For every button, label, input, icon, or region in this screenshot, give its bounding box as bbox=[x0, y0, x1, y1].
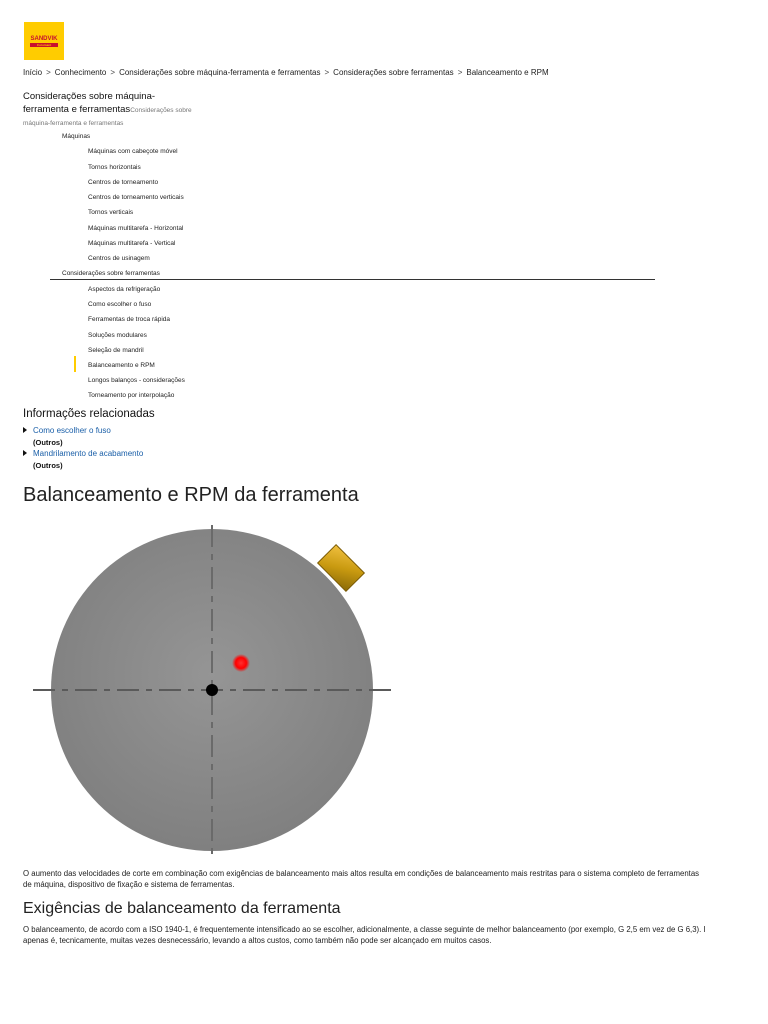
nav-item-active[interactable]: Balanceamento e RPM bbox=[88, 362, 155, 369]
nav-item[interactable]: Tornos verticais bbox=[88, 209, 134, 216]
nav-item[interactable]: Ferramentas de troca rápida bbox=[88, 316, 171, 323]
sidebar-title[interactable]: Considerações sobre máquina- ferramenta e ferramentasConsiderações sobre máquina-ferramenta e ferramentas bbox=[23, 90, 223, 130]
related-link[interactable]: Mandrilamento de acabamento bbox=[33, 449, 144, 458]
related-item bbox=[23, 449, 143, 458]
related-category: (Outros) bbox=[33, 438, 63, 447]
nav-item[interactable]: Torneamento por interpolação bbox=[88, 392, 175, 399]
breadcrumb-item[interactable]: Considerações sobre máquina-ferramenta e ferramentas bbox=[119, 68, 321, 77]
nav-item[interactable]: Seleção de mandril bbox=[88, 347, 144, 354]
nav-item[interactable]: Máquinas com cabeçote móvel bbox=[88, 148, 178, 155]
nav-item[interactable]: Aspectos da refrigeração bbox=[88, 286, 161, 293]
breadcrumb-item-current[interactable]: Balanceamento e RPM bbox=[466, 68, 549, 77]
related-heading: Informações relacionadas bbox=[23, 408, 155, 420]
active-indicator bbox=[74, 356, 76, 372]
nav-item[interactable]: Centros de torneamento bbox=[88, 179, 159, 186]
breadcrumb-item[interactable]: Considerações sobre ferramentas bbox=[333, 68, 454, 77]
rotation-center-dot bbox=[206, 684, 218, 696]
nav-section-machines[interactable]: Máquinas bbox=[62, 133, 91, 140]
related-item bbox=[23, 426, 111, 435]
bullet-icon bbox=[23, 450, 27, 456]
balancing-paragraph: O balanceamento, de acordo com a ISO 1940-1, é frequentemente intensificado ao se escolher, adicionalmente, a classe seguinte de melhor balanceamento (por exemplo, G 2,5 em vez de G 6,3). I apenas é, tecnicamente, muitas vezes desnecessário, levando a altos custos, como também não pode ser alcançado em muitos casos. bbox=[23, 925, 706, 945]
nav-item[interactable]: Centros de usinagem bbox=[88, 255, 150, 262]
breadcrumb: Início > Conhecimento > Considerações sobre máquina-ferramenta e ferramentas > Considerações sobre ferramentas > Balanceamento e RPM bbox=[23, 68, 549, 77]
logo-wordmark: SANDVIK Coromant bbox=[30, 35, 58, 47]
nav-item[interactable]: Longos balanços - considerações bbox=[88, 377, 185, 384]
nav-item[interactable]: Máquinas multitarefa - Horizontal bbox=[88, 225, 184, 232]
balance-illustration bbox=[23, 515, 403, 865]
nav-item[interactable]: Tornos horizontais bbox=[88, 164, 141, 171]
bullet-icon bbox=[23, 427, 27, 433]
nav-section-tools[interactable]: Considerações sobre ferramentas bbox=[62, 270, 160, 277]
center-of-mass-dot bbox=[232, 654, 250, 672]
sidebar-subtitle: Considerações sobre bbox=[130, 107, 192, 114]
related-link[interactable]: Como escolher o fuso bbox=[33, 426, 111, 435]
page-title: Balanceamento e RPM da ferramenta bbox=[23, 484, 359, 506]
nav-item[interactable]: Máquinas multitarefa - Vertical bbox=[88, 240, 176, 247]
breadcrumb-item[interactable]: Conhecimento bbox=[54, 68, 107, 77]
breadcrumb-item[interactable]: Início bbox=[23, 68, 43, 77]
related-category: (Outros) bbox=[33, 461, 63, 470]
sidebar-subtitle-cont: máquina-ferramenta e ferramentas bbox=[23, 120, 124, 127]
intro-paragraph: O aumento das velocidades de corte em combinação com exigências de balanceamento mais altos resulta em condições de balanceamento mais restritas para o sistema completo de ferramentas de máquina, dispositivo de fixação e sistema de ferramentas. bbox=[23, 869, 700, 889]
nav-item[interactable]: Como escolher o fuso bbox=[88, 301, 152, 308]
nav-item[interactable]: Centros de torneamento verticais bbox=[88, 194, 184, 201]
nav-item[interactable]: Soluções modulares bbox=[88, 332, 147, 339]
sandvik-logo[interactable] bbox=[24, 22, 64, 60]
nav-divider bbox=[50, 279, 655, 280]
section-heading: Exigências de balanceamento da ferramenta bbox=[23, 900, 341, 917]
